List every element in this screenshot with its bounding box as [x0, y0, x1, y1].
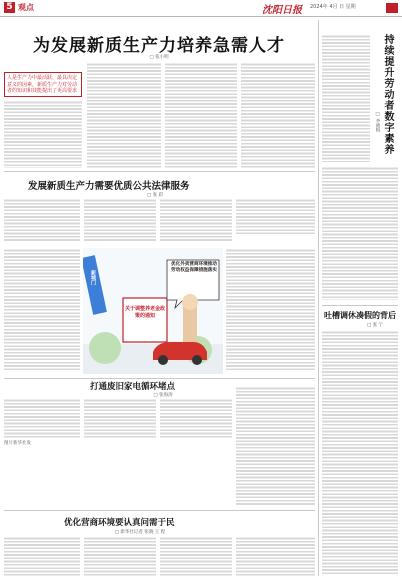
- column-divider: [318, 20, 319, 576]
- lead-article-pull-quote: 人是生产力中最活跃、最具决定意义的因素，新质生产力对劳动者的知识和技能提出了更高要求: [4, 72, 82, 97]
- article3-byline: □ 张海涛: [153, 393, 173, 398]
- article4-body-col4: [236, 536, 315, 576]
- article4-title: 优化营商环境要认真问需于民: [64, 518, 175, 528]
- divider: [322, 305, 398, 306]
- right-article-title: 持续提升劳动者数字素养: [382, 34, 393, 155]
- lead-article-body-col1: [4, 100, 82, 168]
- right-article-byline: □ 李晓梅: [375, 112, 380, 132]
- photo-credit: 图片新华社发: [4, 441, 31, 446]
- lead-article-title: 为发展新质生产力培养急需人才: [33, 36, 285, 56]
- right-article2-byline: □ 张 宁: [366, 323, 384, 328]
- masthead-mark-icon: [386, 3, 398, 13]
- article2-body-col6: [226, 248, 315, 370]
- article4-body-col2: [84, 536, 156, 576]
- article2-body-col3: [160, 198, 232, 242]
- article2-body-col2: [84, 198, 156, 242]
- article4-body-col1: [4, 536, 80, 576]
- cartoon-sign: 关于调整养老金政策的通知: [125, 306, 166, 319]
- cartoon-speech-bubble: 优化外卖营商环境推动劳动权益保障措施落实: [171, 262, 217, 273]
- lead-article-body-col4: [241, 62, 315, 168]
- right-article-body-top: [322, 34, 370, 162]
- divider: [4, 378, 315, 379]
- lead-article-byline: □ 张小明: [149, 55, 169, 60]
- article2-body-col4: [236, 198, 315, 234]
- right-article2-title: 吐槽调休凑假的背后: [324, 311, 396, 320]
- article4-byline: □ 新华社记者 张晓 王 程: [114, 530, 166, 535]
- right-article2-body: [322, 330, 398, 576]
- page-number: 5: [4, 2, 15, 13]
- divider: [4, 171, 315, 172]
- page-header: [0, 0, 402, 17]
- lead-article-body-col2: [87, 62, 161, 168]
- article3-body-col4: [236, 386, 315, 506]
- section-label: 观点: [18, 3, 34, 12]
- article4-body-col3: [160, 536, 232, 576]
- divider: [4, 510, 315, 511]
- right-article-body-bottom: [322, 166, 398, 300]
- cartoon-banner: 新城门: [90, 270, 96, 285]
- article3-body-col2: [84, 398, 156, 438]
- article2-title: 发展新质生产力需要优质公共法律服务: [28, 181, 190, 192]
- article2-body-col5: [4, 248, 80, 370]
- newspaper-logo: 沈阳日报: [262, 5, 302, 16]
- article2-body-col1: [4, 198, 80, 242]
- article2-byline: □ 张 彩: [146, 193, 164, 198]
- cartoon-illustration: [83, 248, 223, 374]
- article3-title: 打通废旧家电循环堵点: [90, 382, 176, 392]
- article3-body-col1: [4, 398, 80, 438]
- issue-date: 2024年 4月 日 星期: [310, 4, 356, 10]
- article3-body-col3: [160, 398, 232, 438]
- lead-article-body-col3: [165, 62, 237, 168]
